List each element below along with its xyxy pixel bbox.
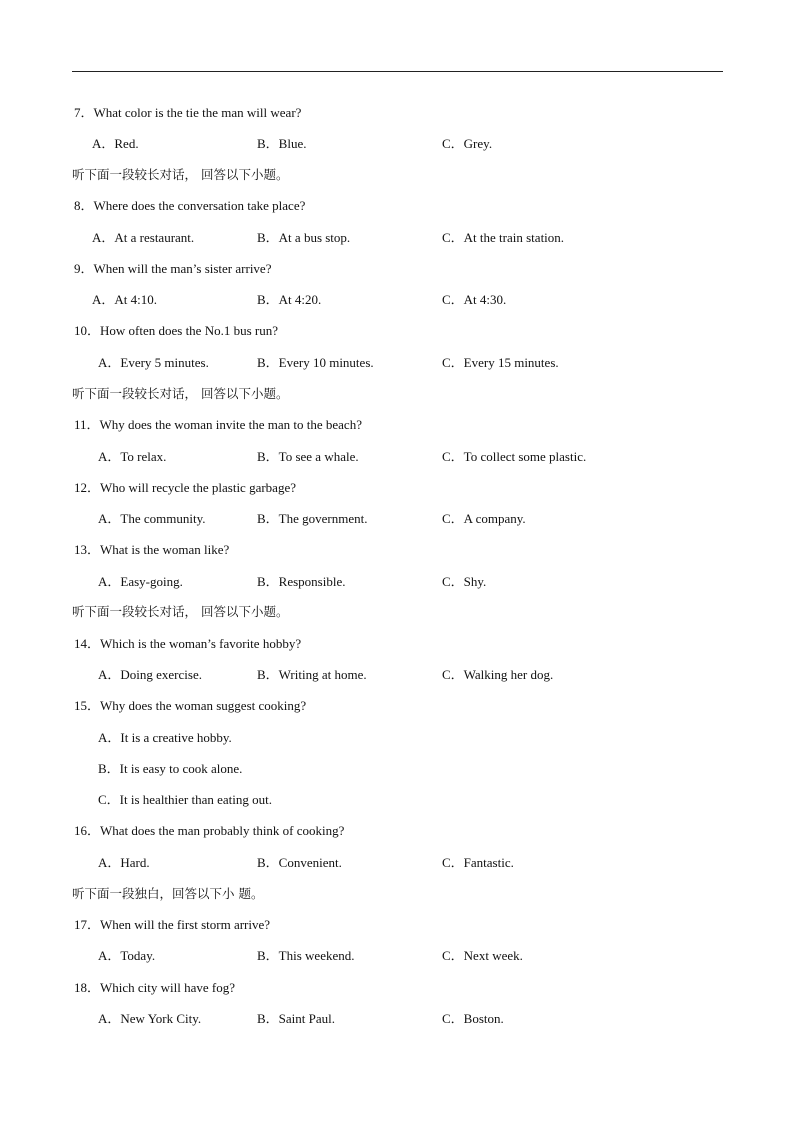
q13-option-b: B．Responsible. — [257, 574, 346, 589]
q13-option-a: A．Easy-going. — [98, 574, 183, 589]
q16-option-b: B．Convenient. — [257, 855, 342, 870]
q7-option-c: C．Grey. — [442, 136, 493, 151]
q11-option-c: C．To collect some plastic. — [442, 449, 587, 464]
q18-option-c: C．Boston. — [442, 1011, 504, 1026]
q12-option-a: A．The community. — [98, 511, 206, 526]
question-17: 17．When will the first storm arrive? — [74, 917, 271, 932]
q7-option-a: A．Red. — [92, 136, 139, 151]
header-rule — [72, 71, 723, 72]
question-8: 8．Where does the conversation take place? — [74, 198, 306, 213]
q12-option-b: B．The government. — [257, 511, 368, 526]
q9-option-a: A．At 4:10. — [92, 292, 158, 307]
q11-option-a: A．To relax. — [98, 449, 167, 464]
section-instruction-3: 听下面一段较长对话， 回答以下小题。 — [72, 604, 289, 619]
q14-option-a: A．Doing exercise. — [98, 667, 202, 682]
q7-option-b: B．Blue. — [257, 136, 307, 151]
q15-option-b: B．It is easy to cook alone. — [98, 761, 243, 776]
q10-option-a: A．Every 5 minutes. — [98, 355, 209, 370]
q11-option-b: B．To see a whale. — [257, 449, 359, 464]
section-instruction-2: 听下面一段较长对话， 回答以下小题。 — [72, 386, 289, 401]
question-7: 7．What color is the tie the man will wear? — [74, 105, 302, 120]
question-9: 9．When will the man’s sister arrive? — [74, 261, 272, 276]
q18-option-b: B．Saint Paul. — [257, 1011, 336, 1026]
question-10: 10．How often does the No.1 bus run? — [74, 323, 278, 338]
q17-option-b: B．This weekend. — [257, 948, 355, 963]
q14-option-c: C．Walking her dog. — [442, 667, 554, 682]
q14-option-b: B．Writing at home. — [257, 667, 367, 682]
q13-option-c: C．Shy. — [442, 574, 487, 589]
q18-option-a: A．New York City. — [98, 1011, 202, 1026]
section-instruction-4: 听下面一段独白，回答以下小 题。 — [72, 886, 264, 901]
q8-option-b: B．At a bus stop. — [257, 230, 351, 245]
question-14: 14．Which is the woman’s favorite hobby? — [74, 636, 302, 651]
question-16: 16．What does the man probably think of cooking? — [74, 823, 345, 838]
q17-option-a: A．Today. — [98, 948, 156, 963]
q16-option-c: C．Fantastic. — [442, 855, 514, 870]
q15-option-a: A．It is a creative hobby. — [98, 730, 232, 745]
q12-option-c: C．A company. — [442, 511, 526, 526]
question-18: 18．Which city will have fog? — [74, 980, 236, 995]
question-13: 13．What is the woman like? — [74, 542, 230, 557]
q17-option-c: C．Next week. — [442, 948, 523, 963]
q9-option-b: B．At 4:20. — [257, 292, 322, 307]
q8-option-c: C．At the train station. — [442, 230, 565, 245]
q16-option-a: A．Hard. — [98, 855, 150, 870]
q15-option-c: C．It is healthier than eating out. — [98, 792, 273, 807]
q10-option-c: C．Every 15 minutes. — [442, 355, 559, 370]
q9-option-c: C．At 4:30. — [442, 292, 507, 307]
question-15: 15．Why does the woman suggest cooking? — [74, 698, 307, 713]
q10-option-b: B．Every 10 minutes. — [257, 355, 374, 370]
question-12: 12．Who will recycle the plastic garbage? — [74, 480, 296, 495]
q8-option-a: A．At a restaurant. — [92, 230, 195, 245]
question-11: 11．Why does the woman invite the man to the beach? — [74, 417, 362, 432]
section-instruction-1: 听下面一段较长对话， 回答以下小题。 — [72, 167, 289, 182]
